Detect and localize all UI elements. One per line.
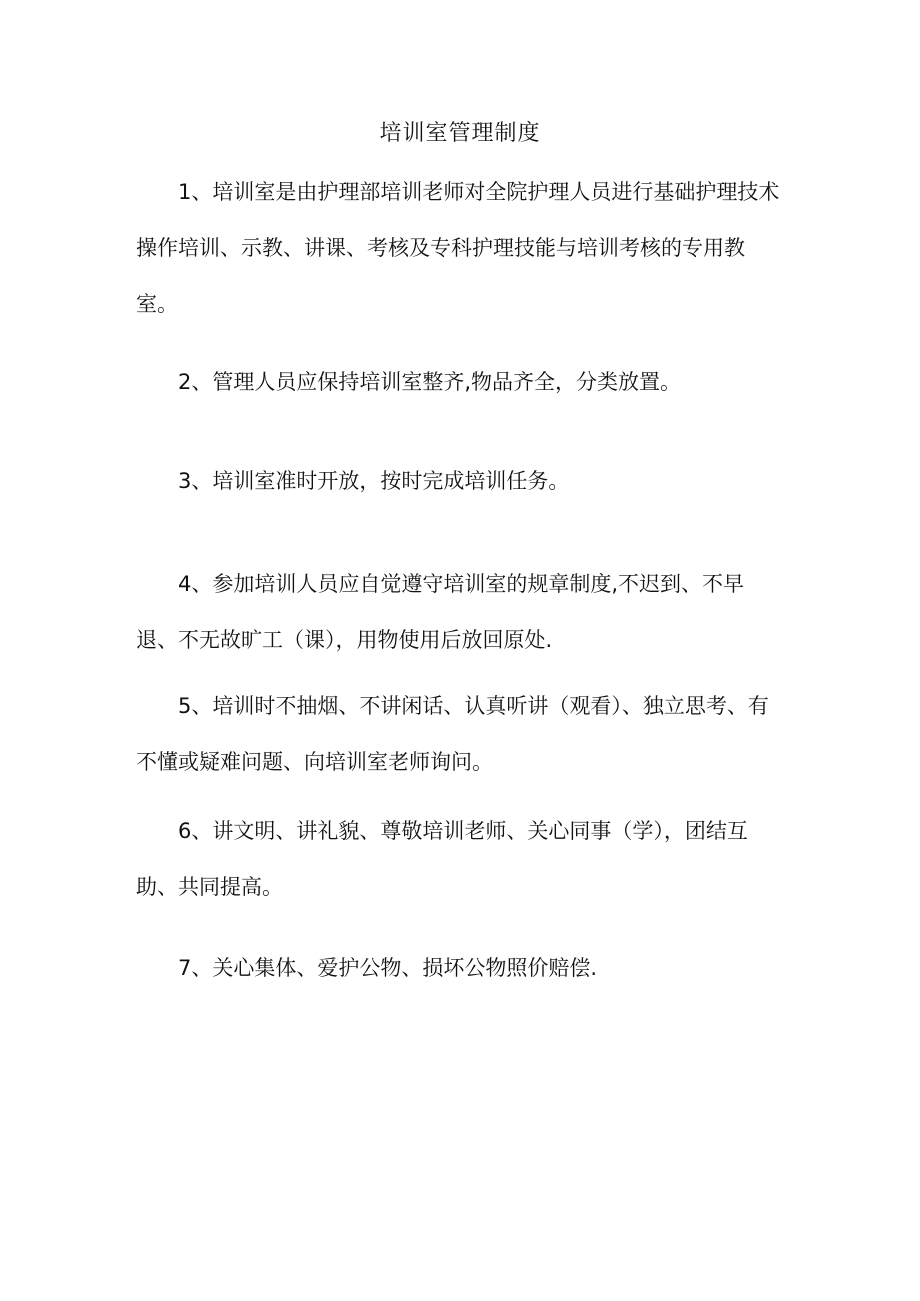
rule-paragraph-6: 6、讲文明、讲礼貌、尊敬培训老师、关心同事（学），团结互助、共同提高。 bbox=[136, 819, 748, 899]
rule-paragraph-2: 2、管理人员应保持培训室整齐,物品齐全，分类放置。 bbox=[178, 370, 682, 394]
rule-paragraph-7: 7、关心集体、爱护公物、损坏公物照价赔偿. bbox=[178, 956, 598, 980]
rule-paragraph-1: 1、培训室是由护理部培训老师对全院护理人员进行基础护理技术操作培训、示教、讲课、考核及专科护理技能与培训考核的专用教室。 bbox=[136, 180, 780, 316]
rule-paragraph-3: 3、培训室准时开放，按时完成培训任务。 bbox=[178, 469, 570, 493]
document-title: 培训室管理制度 bbox=[379, 121, 541, 146]
rule-paragraph-5: 5、培训时不抽烟、不讲闲话、认真听讲（观看）、独立思考、有不懂或疑难问题、向培训室老师询问。 bbox=[136, 694, 769, 774]
rule-paragraph-4: 4、参加培训人员应自觉遵守培训室的规章制度,不迟到、不早退、不无故旷工（课），用物使用后放回原处. bbox=[136, 572, 745, 652]
